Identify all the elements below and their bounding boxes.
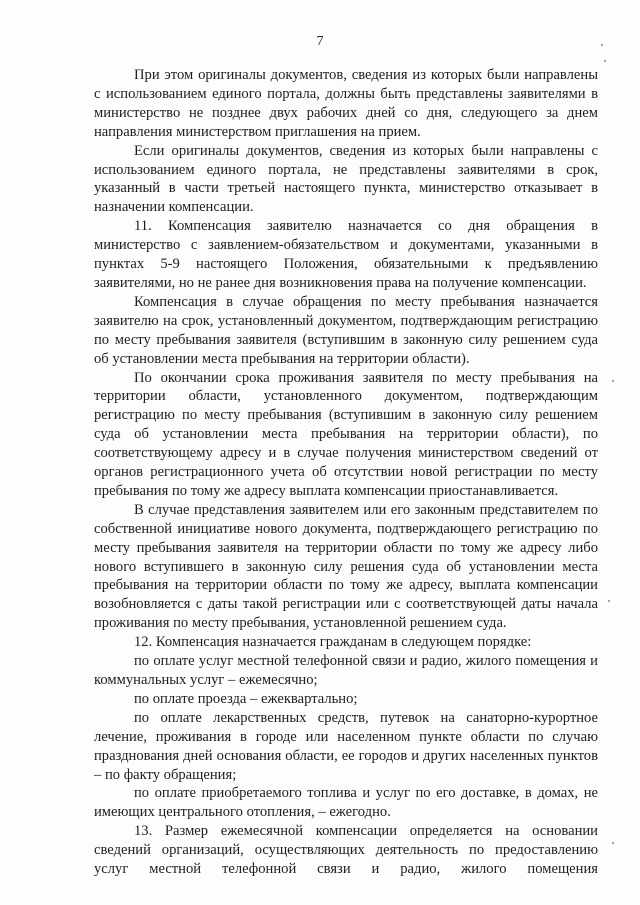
- paragraph-suspension: По окончании срока проживания заявителя по месту пребывания на территории области, установленного документом, подтверждающим регистрацию по месту пребывания (вступившим в законную силу решением суда об установлении места пребывания на территории области), по соответствующему адресу и в случае получения министерством сведений от органов регистрационного учета об отсутствии новой регистрации по месту пребывания по тому же адресу выплата компенсации приостанавливается.: [94, 369, 598, 499]
- list-item-on-request: по оплате лекарственных средств, путевок на санаторно-курортное лечение, проживания в городе или населенном пункте области по случаю празднования дней основания области, ее городов и других населенных пунктов – по факту обращения;: [94, 709, 598, 783]
- paragraph-refusal: Если оригиналы документов, сведения из которых были направлены с использованием единого портала, не представлены заявителями в срок, указанный в части третьей настоящего пункта, министерство отказывает в назначении компенсации.: [94, 142, 598, 216]
- list-item-yearly: по оплате приобретаемого топлива и услуг по его доставке, в домах, не имеющих центрального отопления, – ежегодно.: [94, 785, 598, 821]
- paragraph-item-11: 11. Компенсация заявителю назначается со дня обращения в министерство с заявлением-обязательством и документами, указанными в пунктах 5-9 настоящего Положения, обязательными к предъявлению заявителями, но не ранее дня возникновения права на получение компенсации.: [94, 218, 598, 291]
- paragraph-originals-deadline: При этом оригиналы документов, сведения из которых были направлены с использованием единого портала, должны быть представлены заявителями в министерство не позднее двух рабочих дней со дня, следующего за днем направления министерством приглашения на прием.: [94, 67, 598, 140]
- list-item-quarterly: по оплате проезда – ежеквартально;: [134, 690, 358, 707]
- paragraph-item-13: 13. Размер ежемесячной компенсации определяется на основании сведений организаций, осуществляющих деятельность по предоставлению услуг местной телефонной связи и радио, жилого помещения: [94, 823, 598, 878]
- list-item-monthly: по оплате услуг местной телефонной связи и радио, жилого помещения и коммунальных услуг – ежемесячно;: [94, 653, 598, 688]
- paragraph-resumption: В случае представления заявителем или его законным представителем по собственной инициативе нового документа, подтверждающего регистрацию по месту пребывания заявителя на территории области по тому же адресу либо нового вступившего в законную силу решения суда об установлении места пребывания на территории области по тому же адресу, выплата компенсации возобновляется с даты такой регистрации или с соответствующей даты начала проживания по месту пребывания, установленной решением суда.: [94, 501, 598, 632]
- scan-speck: [601, 44, 603, 46]
- paragraph-item-12: 12. Компенсация назначается гражданам в следующем порядке:: [134, 634, 532, 651]
- page-number: 7: [316, 34, 324, 49]
- scan-speck: [612, 380, 614, 382]
- scan-speck: [604, 60, 606, 62]
- document-body: [94, 66, 598, 879]
- scan-speck: [612, 842, 614, 844]
- scan-speck: [608, 600, 610, 602]
- paragraph-temporary-residence: Компенсация в случае обращения по месту пребывания назначается заявителю на срок, установленный документом, подтверждающим регистрацию по месту пребывания заявителя (вступившим в законную силу решением суда об установлении места пребывания на территории области).: [94, 293, 598, 367]
